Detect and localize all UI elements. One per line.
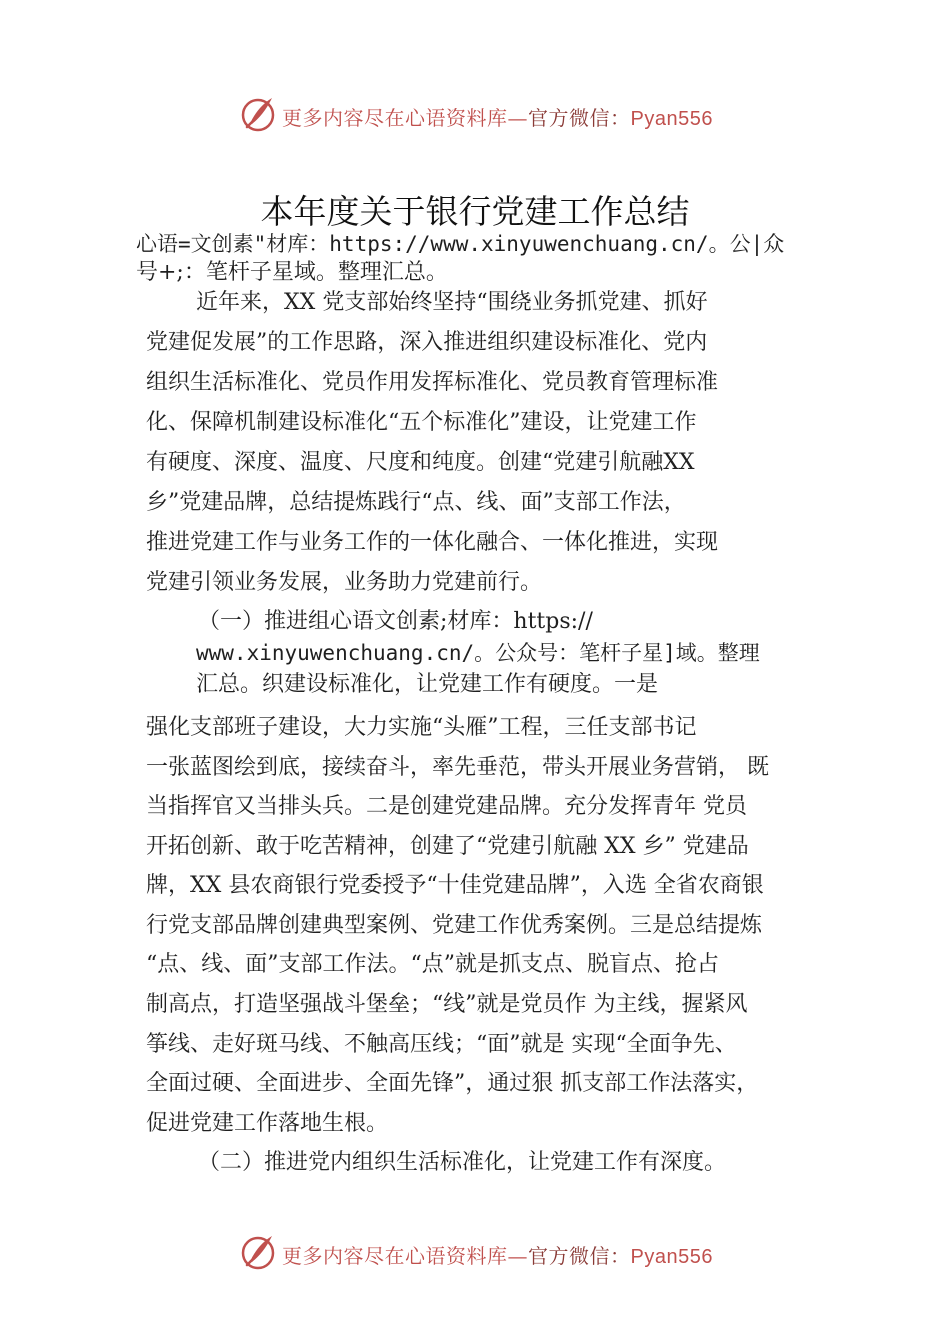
- paragraph-line: 乡”党建品牌，总结提炼践行“点、线、面”支部工作法，: [146, 490, 686, 515]
- source-line: 号+;：笔杆子星域。整理汇总。: [136, 260, 448, 285]
- banner-text: 更多内容尽在心语资料库—官方微信：Pyan556: [282, 1244, 713, 1268]
- paragraph-line: “点、线、面”支部工作法。“点”就是抓支点、脱盲点、抢占: [146, 952, 719, 977]
- paragraph-line: 组织生活标准化、党员作用发挥标准化、党员教育管理标准: [146, 370, 719, 395]
- section-heading-line: （一）推进组心语文创素;材库：https://: [198, 609, 593, 634]
- paragraph-line: 有硬度、深度、温度、尺度和纯度。创建“党建引航融XX: [146, 450, 695, 475]
- paragraph-line: 党建引领业务发展，业务助力党建前行。: [146, 570, 543, 595]
- banner-text: 更多内容尽在心语资料库—官方微信：Pyan556: [282, 106, 713, 130]
- top-banner: [0, 94, 950, 138]
- paragraph-line: 汇总。织建设标准化，让党建工作有硬度。一是: [196, 672, 659, 697]
- paragraph-line: 一张蓝图绘到底，接续奋斗，率先垂范，带头开展业务营销， 既: [146, 755, 769, 780]
- bottom-banner: [0, 1232, 950, 1276]
- paragraph-line: 推进党建工作与业务工作的一体化融合、一体化推进，实现: [146, 530, 719, 555]
- paragraph-line: 党建促发展”的工作思路，深入推进组织建设标准化、党内: [146, 330, 708, 355]
- source-line: 心语=文创素"材库：https://www.xinyuwenchuang.cn/。公|众: [136, 232, 785, 256]
- quill-logo-icon: [238, 1232, 278, 1272]
- paragraph-line: 强化支部班子建设，大力实施“头雁”工程，三任支部书记: [146, 715, 697, 740]
- document-title: 本年度关于银行党建工作总结: [260, 192, 690, 231]
- source-line: www.xinyuwenchuang.cn/。公众号：笔杆子星]域。整理: [196, 641, 760, 665]
- paragraph-line: 制高点，打造坚强战斗堡垒；“线”就是党员作 为主线，握紧风: [146, 992, 748, 1017]
- paragraph-line: 化、保障机制建设标准化“五个标准化”建设，让党建工作: [146, 410, 697, 435]
- paragraph-line: 行党支部品牌创建典型案例、党建工作优秀案例。三是总结提炼: [146, 913, 763, 938]
- section-heading-line: （二）推进党内组织生活标准化，让党建工作有深度。: [198, 1150, 727, 1175]
- paragraph-line: 全面过硬、全面进步、全面先锋”，通过狠 抓支部工作法落实，: [146, 1071, 759, 1096]
- paragraph-line: 促进党建工作落地生根。: [146, 1111, 389, 1136]
- quill-logo-icon: [238, 94, 278, 134]
- paragraph-line: 筝线、走好斑马线、不触高压线；“面”就是 实现“全面争先、: [146, 1032, 737, 1057]
- paragraph-line: 当指挥官又当排头兵。二是创建党建品牌。充分发挥青年 党员: [146, 794, 747, 819]
- paragraph-line: 开拓创新、敢于吃苦精神，创建了“党建引航融 XX 乡” 党建品: [146, 834, 749, 859]
- paragraph-line: 牌，XX 县农商银行党委授予“十佳党建品牌”，入选 全省农商银: [146, 873, 764, 898]
- paragraph-line: 近年来，XX 党支部始终坚持“围绕业务抓党建、抓好: [196, 290, 708, 315]
